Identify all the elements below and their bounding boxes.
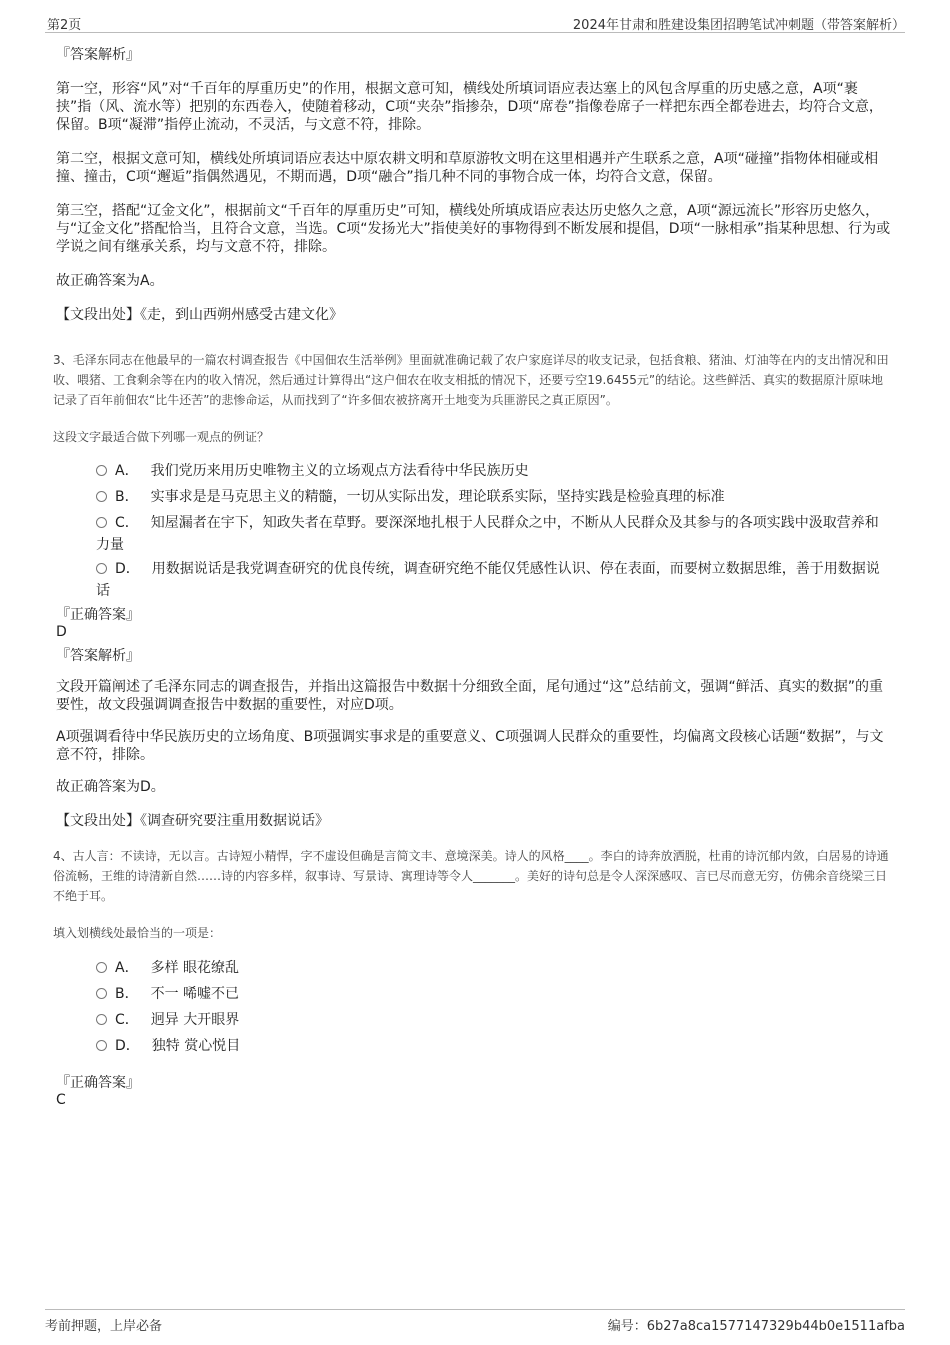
- explanation-paragraph: 文段开篇阐述了毛泽东同志的调查报告，并指出这篇报告中数据十分细致全面，尾句通过“这”总结前文，强调“鲜活、真实的数据”的重要性，故文段强调调查报告中数据的重要性，对应D项。: [56, 679, 884, 713]
- page-footer: [45, 1309, 905, 1340]
- option-b[interactable]: B． 实事求是是马克思主义的精髓，一切从实际出发，理论联系实际，坚持实践是检验真理的标准: [96, 486, 886, 508]
- radio-button[interactable]: [96, 1014, 107, 1025]
- explanation-paragraph: 第一空，形容“风”对“千百年的厚重历史”的作用，根据文意可知，横线处所填词语应表达塞上的风包含厚重的历史感之意，A项“裹挟”指（风、流水等）把别的东西卷入，使随着移动，C项“夹杂”指掺杂，D项“席卷”指像卷席子一样把东西全都卷进去，均符合文意，保留。B项“凝滞”指停止流动，不灵活，与文意不符，排除。: [56, 81, 883, 133]
- radio-button[interactable]: [96, 563, 107, 574]
- option-a[interactable]: A． 多样 眼花缭乱: [96, 957, 886, 979]
- document-title: 2024年甘肃和胜建设集团招聘笔试冲刺题（带答案解析）: [572, 18, 905, 33]
- page-header: [45, 12, 905, 33]
- option-d[interactable]: D． 独特 赏心悦目: [96, 1035, 886, 1057]
- question-prompt: 填入划横线处最恰当的一项是：: [53, 926, 222, 940]
- option-b[interactable]: B． 不一 唏嘘不已: [96, 983, 886, 1005]
- answer-heading: 『正确答案』: [56, 607, 140, 623]
- question-stem: 4、古人言：不读诗，无以言。古诗短小精悍，字不虚设但确是言简文丰、意境深美。诗人的风格____。李白的诗奔放洒脱，杜甫的诗沉郁内敛，白居易的诗通俗流畅，王维的诗清新自然……诗的内容多样，叙事诗、写景诗、寓理诗等令人_______。美好的诗句总是令人深深感叹、言已尽而意无穷，仿佛余音绕梁三日不绝于耳。: [53, 849, 889, 903]
- explanation-heading: 『答案解析』: [56, 47, 140, 63]
- option-c[interactable]: C． 迥异 大开眼界: [96, 1009, 886, 1031]
- code-value: 6b27a8ca1577147329b44b0e1511afba: [646, 1319, 905, 1334]
- explanation-conclusion: 故正确答案为D。: [56, 779, 165, 795]
- question-prompt: 这段文字最适合做下列哪一观点的例证？: [53, 430, 270, 444]
- radio-button[interactable]: [96, 491, 107, 502]
- explanation-paragraph: 第三空，搭配“辽金文化”，根据前文“千百年的厚重历史”可知，横线处所填成语应表达历史悠久之意，A项“源远流长”形容历史悠久，与“辽金文化”搭配恰当，且符合文意，当选。C项“发扬光大”指使美好的事物得到不断发展和提倡，D项“一脉相承”指某种思想、行为或学说之间有继承关系，均与文意不符，排除。: [56, 203, 891, 255]
- page-number: 第2页: [47, 18, 82, 33]
- explanation-heading: 『答案解析』: [56, 648, 140, 664]
- option-d[interactable]: D． 用数据说话是我党调查研究的优良传统，调查研究绝不能仅凭感性认识、停在表面，而要树立数据思维，善于用数据说话: [96, 561, 880, 599]
- option-a[interactable]: A． 我们党历来用历史唯物主义的立场观点方法看待中华民族历史: [96, 460, 886, 482]
- question-stem: 3、毛泽东同志在他最早的一篇农村调查报告《中国佃农生活举例》里面就准确记载了农户家庭详尽的收支记录，包括食粮、猪油、灯油等在内的支出情况和田收、喂猪、工食剩余等在内的收入情况，然后通过计算得出“这户佃农在收支相抵的情况下，还要亏空19.6455元”的结论。这些鲜活、真实的数据原汁原味地记录了百年前佃农“比牛还苦”的悲惨命运，从而找到了“许多佃农被挤离开土地变为兵匪游民之真正原因”。: [53, 353, 889, 407]
- document-code: [608, 1315, 905, 1334]
- footer-slogan: 考前押题，上岸必备: [45, 1319, 163, 1334]
- radio-button[interactable]: [96, 988, 107, 999]
- text-source: 【文段出处】《走，到山西朔州感受古建文化》: [56, 307, 343, 323]
- correct-answer: D: [56, 624, 67, 640]
- answer-heading: 『正确答案』: [56, 1075, 140, 1091]
- radio-button[interactable]: [96, 1040, 107, 1051]
- option-c[interactable]: C． 知屋漏者在宇下，知政失者在草野。要深深地扎根于人民群众之中，不断从人民群众及其参与的各项实践中汲取营养和力量: [96, 515, 879, 553]
- code-label: 编号：: [607, 1319, 647, 1334]
- radio-button[interactable]: [96, 517, 107, 528]
- radio-button[interactable]: [96, 465, 107, 476]
- explanation-paragraph: 第二空，根据文意可知，横线处所填词语应表达中原农耕文明和草原游牧文明在这里相遇并产生联系之意，A项“碰撞”指物体相碰或相撞、撞击，C项“邂逅”指偶然遇见，不期而遇，D项“融合”指几种不同的事物合成一体，均符合文意，保留。: [56, 151, 879, 185]
- correct-answer: C: [56, 1092, 66, 1108]
- radio-button[interactable]: [96, 962, 107, 973]
- text-source: 【文段出处】《调查研究要注重用数据说话》: [56, 813, 329, 829]
- explanation-conclusion: 故正确答案为A。: [56, 273, 164, 289]
- explanation-paragraph: A项强调看待中华民族历史的立场角度、B项强调实事求是的重要意义、C项强调人民群众的重要性，均偏离文段核心话题“数据”，与文意不符，排除。: [56, 729, 884, 763]
